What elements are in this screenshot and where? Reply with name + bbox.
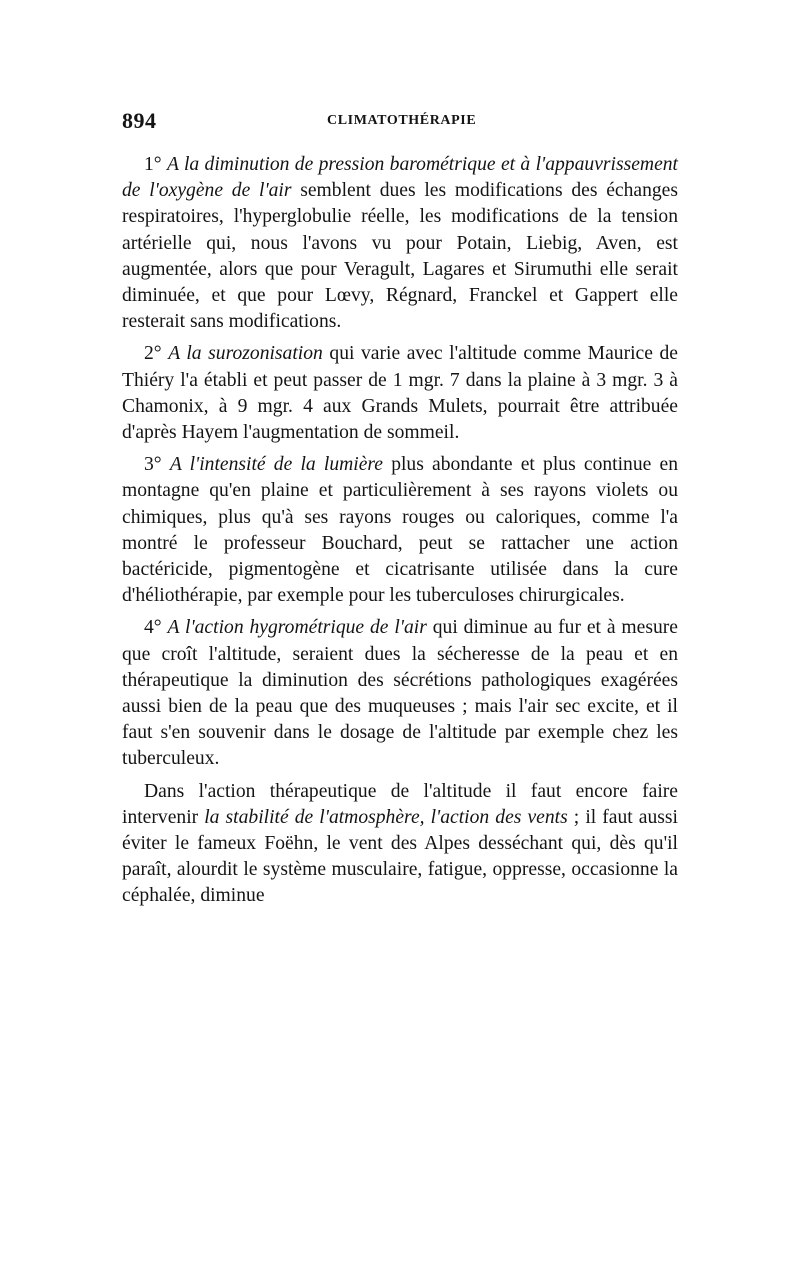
paragraph-4-body: qui diminue au fur et à mesure que croît l'altitude, seraient dues la sécheresse de la peau et en thérapeutique la diminution des sécrétions pathologiques exagérées aussi bien de la peau que des muqueuses ; mais l'air sec excite, et il faut s'en souvenir dans le dosage de l'altitude par exemple chez les tuberculeux.	[122, 617, 679, 770]
paragraph-1-italic-heading: A la diminution de pression barométrique et à l'appauvrissement de l'oxygène de l'air	[122, 154, 678, 202]
paragraph-2-body: qui varie avec l'altitude comme Maurice de Thiéry l'a établi et peut passer de 1 mgr. 7 dans la plaine à 3 mgr. 3 à Chamonix, à 9 mgr. 4 aux Grands Mulets, pourrait être attribuée d'après Hayem l'augmentation de sommeil.	[122, 343, 678, 444]
paragraph-4-number: 4°	[144, 617, 168, 639]
running-title: CLIMATOTHÉRAPIE	[327, 113, 477, 128]
paragraph-5	[122, 779, 678, 910]
page-number: 894	[122, 108, 157, 133]
paragraph-4	[122, 615, 678, 772]
paragraph-3-italic-heading: A l'intensité de la lumière	[169, 454, 384, 476]
paragraph-3-body: plus abondante et plus continue en montagne qu'en plaine et particulièrement à ses rayons violets ou chimiques, plus qu'à ses rayons rouges ou caloriques, comme l'a montré le professeur Bouchard, peut se rattacher une action bactéricide, pigmentogène et cicatrisante utilisée dans la cure d'héliothérapie, par exemple pour les tuberculoses chirurgicales.	[122, 454, 679, 607]
paragraph-5-body-start: Dans l'action thérapeutique de l'altitude il faut encore faire intervenir	[122, 780, 678, 828]
paragraph-5-body-end: ; il faut aussi éviter le fameux Foëhn, le vent des Alpes desséchant qui, dès qu'il paraît, alourdit le système musculaire, fatigue, oppresse, occasionne la céphalée, diminue	[122, 806, 678, 907]
paragraph-2-number: 2°	[144, 343, 169, 365]
paragraph-1-number: 1°	[144, 154, 167, 175]
paragraph-5-italic-phrase: la stabilité de l'atmosphère, l'action des vents	[204, 806, 568, 828]
paragraph-3-number: 3°	[144, 454, 170, 476]
paragraph-1	[122, 152, 678, 335]
book-page	[122, 108, 678, 916]
paragraph-3	[122, 452, 678, 609]
running-head	[122, 108, 678, 138]
paragraph-2	[122, 341, 678, 446]
paragraph-4-italic-heading: A l'action hygrométrique de l'air	[167, 617, 427, 639]
paragraph-1-body: semblent dues les modifications des échanges respiratoires, l'hyperglobulie réelle, les modifications de la tension artérielle qui, nous l'avons vu pour Potain, Liebig, Aven, est augmentée, alors que pour Veragult, Lagares et Sirumuthi elle serait diminuée, et que pour Lœvy, Régnard, Franckel et Gappert elle resterait sans modifications.	[122, 180, 678, 333]
paragraph-2-italic-heading: A la surozonisation	[168, 343, 323, 365]
